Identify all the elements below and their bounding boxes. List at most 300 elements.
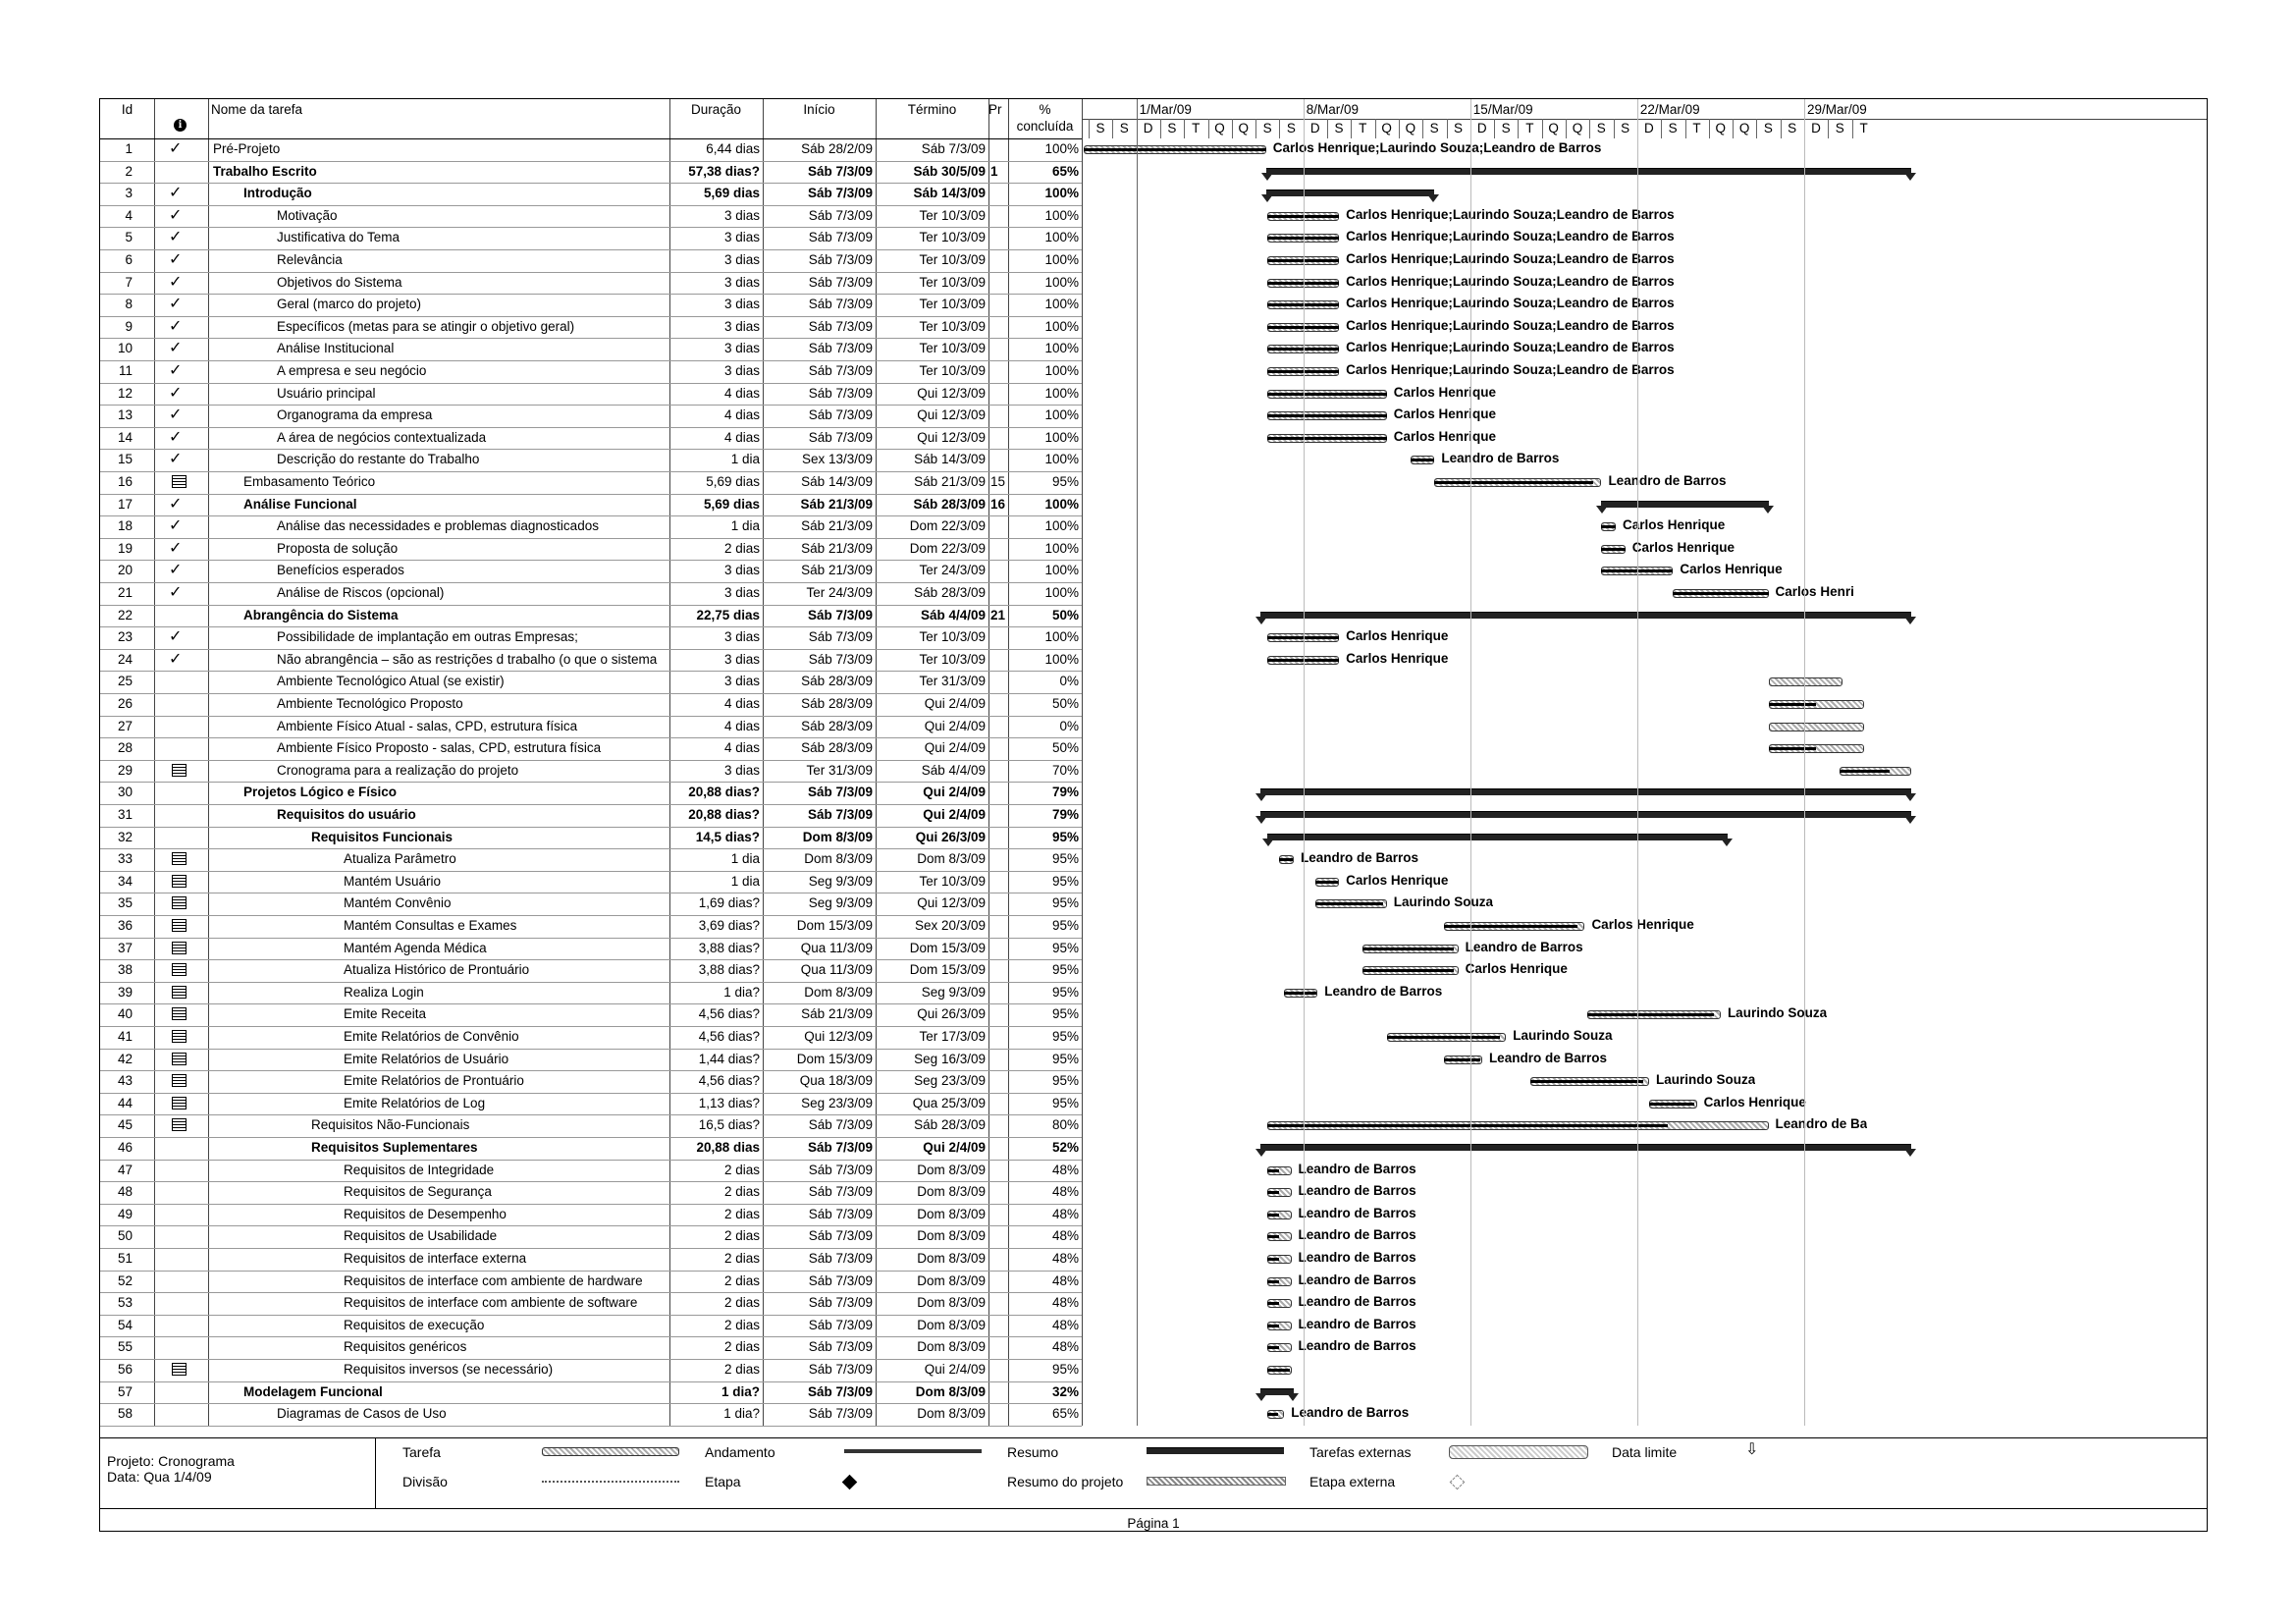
day-divider: [1518, 119, 1519, 138]
resource-label: Carlos Henrique;Laurindo Souza;Leandro de Barros: [1346, 340, 1675, 355]
legend-project-summary-bar: [1147, 1477, 1286, 1486]
task-name[interactable]: Abrangência do Sistema: [243, 607, 399, 623]
task-finish: Qui 26/3/09: [917, 1006, 986, 1022]
summary-bar[interactable]: [1601, 501, 1768, 508]
task-name[interactable]: Emite Receita: [344, 1006, 427, 1022]
task-duration: 1 dia?: [721, 1383, 760, 1399]
resource-label: Leandro de Barros: [1298, 1227, 1416, 1243]
task-start: Sáb 7/3/09: [808, 1251, 873, 1266]
task-name[interactable]: Benefícios esperados: [277, 563, 404, 578]
task-id: 47: [117, 1162, 133, 1177]
task-name[interactable]: Emite Relatórios de Log: [344, 1095, 486, 1110]
task-id: 53: [117, 1295, 133, 1311]
task-duration: 2 dias: [723, 1162, 760, 1177]
task-percent: 100%: [1044, 563, 1079, 578]
check-icon: ✓: [169, 206, 183, 224]
resource-label: Carlos Henrique: [1346, 650, 1449, 666]
week-divider: [1470, 99, 1471, 1426]
task-start: Seg 9/3/09: [808, 873, 873, 889]
task-start: Sáb 7/3/09: [808, 230, 873, 245]
task-duration: 4 dias: [723, 718, 760, 733]
task-duration: 4 dias: [723, 385, 760, 401]
task-name[interactable]: Geral (marco do projeto): [277, 297, 422, 312]
day-letter: D: [1143, 121, 1153, 135]
task-id: 14: [117, 429, 133, 445]
task-finish: Qui 12/3/09: [917, 385, 986, 401]
resource-label: Carlos Henrique: [1631, 539, 1735, 555]
task-name[interactable]: Mantém Consultas e Exames: [344, 918, 517, 933]
task-percent: 79%: [1051, 785, 1079, 800]
day-divider: [1709, 119, 1710, 138]
day-letter: S: [1501, 121, 1511, 135]
task-finish: Dom 8/3/09: [917, 1317, 986, 1332]
progress-bar: [1267, 1369, 1290, 1372]
day-letter: S: [1286, 121, 1296, 135]
check-icon: ✓: [169, 539, 183, 557]
progress-bar: [1267, 414, 1387, 417]
resource-label: Carlos Henrique;Laurindo Souza;Leandro de Barros: [1272, 140, 1602, 155]
task-id: 49: [117, 1206, 133, 1221]
day-divider: [1566, 119, 1567, 138]
task-duration: 20,88 dias?: [688, 807, 760, 822]
week-label: 8/Mar/09: [1306, 102, 1359, 117]
notes-icon: [172, 1363, 187, 1376]
task-name[interactable]: Requisitos genéricos: [344, 1339, 467, 1355]
day-divider: [1447, 119, 1448, 138]
task-name[interactable]: Cronograma para a realização do projeto: [277, 762, 519, 778]
task-finish: Dom 8/3/09: [917, 1295, 986, 1311]
legend-summary-bar: [1147, 1447, 1284, 1454]
task-percent: 95%: [1051, 895, 1079, 911]
task-percent: 100%: [1044, 385, 1079, 401]
notes-icon: [172, 764, 187, 777]
task-id: 21: [117, 585, 133, 600]
progress-bar: [1267, 393, 1387, 396]
task-percent: 48%: [1051, 1295, 1079, 1311]
task-name[interactable]: Análise Institucional: [277, 341, 395, 356]
task-name[interactable]: Usuário principal: [277, 385, 376, 401]
day-divider: [1542, 119, 1543, 138]
task-id: 57: [117, 1383, 133, 1399]
notes-icon: [172, 1030, 187, 1043]
task-finish: Ter 10/3/09: [919, 651, 986, 667]
resource-label: Leandro de Barros: [1324, 983, 1443, 999]
task-duration: 22,75 dias: [696, 607, 760, 623]
task-percent: 95%: [1051, 1362, 1079, 1377]
task-id: 55: [117, 1339, 133, 1355]
task-duration: 4 dias: [723, 407, 760, 423]
project-name: Projeto: Cronograma: [107, 1452, 235, 1469]
header-percent-complete: concluída: [1016, 119, 1074, 134]
task-id: 32: [117, 829, 133, 844]
header-start: Início: [803, 102, 835, 117]
task-finish: Dom 8/3/09: [917, 1184, 986, 1200]
notes-icon: [172, 475, 187, 488]
task-start: Qua 11/3/09: [800, 940, 873, 955]
task-id: 35: [117, 895, 133, 911]
day-letter: S: [1095, 121, 1105, 135]
task-duration: 4 dias: [723, 696, 760, 711]
resource-label: Leandro de Barros: [1291, 1405, 1410, 1421]
task-percent: 100%: [1044, 363, 1079, 378]
task-id: 3: [125, 186, 133, 201]
task-start: Sáb 28/3/09: [801, 718, 873, 733]
day-letter: S: [1262, 121, 1272, 135]
day-divider: [1160, 119, 1161, 138]
task-name[interactable]: Emite Relatórios de Usuário: [344, 1051, 509, 1066]
check-icon: ✓: [169, 406, 183, 424]
task-name[interactable]: Requisitos de Segurança: [344, 1184, 492, 1200]
task-name[interactable]: Ambiente Físico Atual - salas, CPD, estrutura física: [277, 718, 578, 733]
task-id: 23: [117, 629, 133, 645]
task-bar[interactable]: [1769, 723, 1864, 731]
task-name[interactable]: A empresa e seu negócio: [277, 363, 427, 378]
summary-start-marker: [1262, 839, 1274, 846]
task-name[interactable]: Requisitos Funcionais: [311, 829, 454, 844]
task-start: Ter 24/3/09: [806, 585, 873, 600]
legend-external-milestone-label: Etapa externa: [1309, 1473, 1396, 1489]
task-predecessor: 1: [990, 163, 998, 179]
task-name[interactable]: Atualiza Parâmetro: [344, 851, 456, 867]
notes-icon: [172, 919, 187, 932]
task-name[interactable]: Análise de Riscos (opcional): [277, 585, 445, 600]
day-divider: [1852, 119, 1853, 138]
progress-bar: [1279, 858, 1293, 861]
summary-bar[interactable]: [1260, 811, 1911, 818]
resource-label: Carlos Henrique: [1346, 628, 1449, 644]
task-id: 5: [125, 230, 133, 245]
task-duration: 3 dias: [723, 297, 760, 312]
task-name[interactable]: Diagramas de Casos de Uso: [277, 1406, 447, 1422]
task-id: 36: [117, 918, 133, 933]
task-duration: 3,88 dias?: [698, 940, 760, 955]
progress-bar: [1267, 1169, 1279, 1172]
task-name[interactable]: Ambiente Tecnológico Atual (se existir): [277, 674, 505, 689]
task-duration: 2 dias: [723, 540, 760, 556]
task-id: 12: [117, 385, 133, 401]
task-start: Sáb 7/3/09: [808, 252, 873, 267]
task-start: Sáb 7/3/09: [808, 1317, 873, 1332]
task-start: Dom 15/3/09: [796, 918, 873, 933]
task-percent: 100%: [1044, 651, 1079, 667]
task-name[interactable]: Requisitos do usuário: [277, 807, 416, 822]
task-name[interactable]: Modelagem Funcional: [243, 1383, 383, 1399]
task-name[interactable]: Requisitos Suplementares: [311, 1140, 478, 1155]
task-percent: 65%: [1051, 163, 1079, 179]
progress-bar: [1673, 592, 1768, 595]
notes-icon: [172, 1097, 187, 1110]
legend-task-label: Tarefa: [402, 1443, 441, 1460]
day-letter: D: [1644, 121, 1654, 135]
row-divider: [100, 1426, 1082, 1427]
task-name[interactable]: Requisitos de interface com ambiente de software: [344, 1295, 638, 1311]
check-icon: ✓: [169, 229, 183, 246]
task-percent: 100%: [1044, 496, 1079, 512]
resource-label: Leandro de Barros: [1298, 1272, 1416, 1287]
task-name[interactable]: Específicos (metas para se atingir o objetivo geral): [277, 318, 575, 334]
task-duration: 3 dias: [723, 318, 760, 334]
task-duration: 4 dias: [723, 740, 760, 756]
summary-start-marker: [1255, 793, 1267, 801]
task-id: 19: [117, 540, 133, 556]
task-id: 44: [117, 1095, 133, 1110]
task-start: Sáb 21/3/09: [801, 1006, 873, 1022]
check-icon: ✓: [169, 273, 183, 291]
task-finish: Ter 17/3/09: [919, 1029, 986, 1044]
task-percent: 50%: [1051, 740, 1079, 756]
resource-label: Leandro de Barros: [1298, 1250, 1416, 1265]
task-finish: Qui 26/3/09: [915, 829, 986, 844]
task-id: 50: [117, 1228, 133, 1244]
task-finish: Qui 2/4/09: [924, 1362, 986, 1377]
day-letter: Q: [1238, 121, 1250, 135]
summary-end-marker: [1427, 194, 1439, 202]
task-name[interactable]: Projetos Lógico e Físico: [243, 785, 398, 800]
task-id: 33: [117, 851, 133, 867]
day-divider: [1685, 119, 1686, 138]
task-name[interactable]: Mantém Agenda Médica: [344, 940, 487, 955]
task-name[interactable]: Introdução: [243, 186, 312, 201]
task-finish: Sáb 4/4/09: [920, 607, 986, 623]
task-percent: 48%: [1051, 1272, 1079, 1288]
task-duration: 16,5 dias?: [698, 1117, 760, 1133]
summary-start-marker: [1261, 194, 1273, 202]
week-label: 15/Mar/09: [1472, 102, 1533, 117]
task-start: Sáb 7/3/09: [807, 607, 873, 623]
task-start: Qua 18/3/09: [799, 1073, 873, 1089]
task-name[interactable]: Embasamento Teórico: [243, 474, 376, 489]
task-name[interactable]: Descrição do restante do Trabalho: [277, 452, 480, 467]
task-name[interactable]: Justificativa do Tema: [277, 230, 400, 245]
progress-bar: [1769, 747, 1817, 750]
task-start: Sáb 7/3/09: [808, 1228, 873, 1244]
check-icon: ✓: [169, 140, 183, 157]
legend-milestone-label: Etapa: [705, 1473, 741, 1489]
task-name[interactable]: Emite Relatórios de Prontuário: [344, 1073, 524, 1089]
task-finish: Sáb 4/4/09: [921, 762, 986, 778]
progress-bar: [1315, 902, 1383, 905]
legend-deadline-label: Data limite: [1612, 1443, 1678, 1460]
task-start: Sáb 7/3/09: [808, 429, 873, 445]
check-icon: ✓: [169, 362, 183, 379]
task-start: Sáb 7/3/09: [808, 1406, 873, 1422]
legend-task-bar: [542, 1447, 679, 1456]
progress-bar: [1649, 1103, 1694, 1106]
resource-label: Leandro de Barros: [1300, 850, 1418, 866]
task-name[interactable]: Realiza Login: [344, 984, 424, 1000]
task-id: 10: [117, 341, 133, 356]
legend-progress-label: Andamento: [705, 1443, 775, 1460]
task-duration: 2 dias: [723, 1228, 760, 1244]
task-percent: 48%: [1051, 1184, 1079, 1200]
task-name[interactable]: Objetivos do Sistema: [277, 274, 402, 290]
task-duration: 2 dias: [723, 1272, 760, 1288]
resource-label: Leandro de Barros: [1441, 451, 1560, 466]
day-divider: [1327, 119, 1328, 138]
summary-bar[interactable]: [1260, 612, 1911, 619]
task-id: 38: [117, 962, 133, 978]
task-percent: 50%: [1051, 607, 1079, 623]
task-id: 41: [117, 1029, 133, 1044]
task-duration: 1,44 dias?: [698, 1051, 760, 1066]
task-finish: Ter 10/3/09: [919, 363, 986, 378]
task-finish: Sáb 30/5/09: [913, 163, 986, 179]
progress-bar: [1084, 148, 1266, 151]
task-name[interactable]: Ambiente Tecnológico Proposto: [277, 696, 463, 711]
progress-bar: [1769, 703, 1817, 706]
day-letter: Q: [1572, 121, 1583, 135]
summary-bar[interactable]: [1266, 189, 1435, 196]
resource-label: Leandro de Barros: [1465, 939, 1583, 954]
task-duration: 1 dia?: [723, 984, 760, 1000]
task-bar[interactable]: [1769, 677, 1842, 686]
task-name[interactable]: Relevância: [277, 252, 343, 267]
task-name[interactable]: Organograma da empresa: [277, 407, 433, 423]
task-name[interactable]: Análise Funcional: [243, 496, 357, 512]
day-divider: [1733, 119, 1734, 138]
day-letter: S: [1453, 121, 1463, 135]
task-name[interactable]: Mantém Usuário: [344, 873, 442, 889]
task-percent: 95%: [1051, 829, 1079, 844]
check-icon: ✓: [169, 428, 183, 446]
day-divider: [1375, 119, 1376, 138]
task-id: 39: [117, 984, 133, 1000]
task-predecessor: 21: [990, 607, 1006, 623]
task-name[interactable]: Não abrangência – são as restrições d trabalho (o que o sistema: [277, 651, 658, 667]
task-duration: 1 dia: [730, 851, 760, 867]
day-divider: [1351, 119, 1352, 138]
task-start: Sáb 21/3/09: [801, 563, 873, 578]
task-start: Sáb 7/3/09: [808, 1206, 873, 1221]
task-percent: 48%: [1051, 1228, 1079, 1244]
task-name[interactable]: Atualiza Histórico de Prontuário: [344, 962, 530, 978]
task-percent: 100%: [1044, 207, 1079, 223]
task-duration: 4,56 dias?: [698, 1029, 760, 1044]
summary-bar[interactable]: [1260, 1144, 1911, 1151]
legend-split-line: [542, 1481, 679, 1483]
task-name[interactable]: Possibilidade de implantação em outras Empresas;: [277, 629, 578, 645]
task-duration: 1 dia?: [723, 1406, 760, 1422]
task-start: Sáb 28/3/09: [801, 696, 873, 711]
progress-bar: [1284, 992, 1315, 995]
day-letter: S: [1119, 121, 1129, 135]
task-start: Sáb 7/3/09: [808, 1162, 873, 1177]
summary-bar[interactable]: [1267, 834, 1728, 840]
task-start: Sáb 7/3/09: [807, 1140, 873, 1155]
day-divider: [1756, 119, 1757, 138]
resource-label: Carlos Henrique;Laurindo Souza;Leandro de Barros: [1346, 251, 1675, 266]
legend-milestone-diamond: [842, 1475, 858, 1490]
task-start: Sáb 7/3/09: [807, 1383, 873, 1399]
task-id: 42: [117, 1051, 133, 1066]
task-duration: 3 dias: [723, 674, 760, 689]
resource-label: Laurindo Souza: [1727, 1005, 1828, 1021]
task-name[interactable]: Requisitos de Usabilidade: [344, 1228, 498, 1244]
resource-label: Carlos Henri: [1775, 584, 1854, 599]
task-name[interactable]: Ambiente Físico Proposto - salas, CPD, estrutura física: [277, 740, 602, 756]
task-percent: 95%: [1051, 984, 1079, 1000]
task-name[interactable]: Requisitos inversos (se necessário): [344, 1362, 554, 1377]
resource-label: Carlos Henrique: [1393, 406, 1497, 422]
task-name[interactable]: Mantém Convênio: [344, 895, 452, 911]
task-finish: Dom 15/3/09: [909, 962, 986, 978]
progress-bar: [1267, 1280, 1279, 1283]
task-name[interactable]: A área de negócios contextualizada: [277, 429, 487, 445]
task-percent: 48%: [1051, 1317, 1079, 1332]
task-percent: 100%: [1044, 518, 1079, 534]
task-name[interactable]: Pré-Projeto: [213, 141, 281, 156]
day-letter: T: [1859, 121, 1868, 135]
task-percent: 48%: [1051, 1339, 1079, 1355]
task-name[interactable]: Trabalho Escrito: [213, 163, 317, 179]
task-name[interactable]: Requisitos de interface com ambiente de hardware: [344, 1272, 643, 1288]
task-id: 6: [125, 252, 133, 267]
resource-label: Leandro de Barros: [1488, 1050, 1607, 1065]
task-name[interactable]: Análise das necessidades e problemas diagnosticados: [277, 518, 599, 534]
task-name[interactable]: Requisitos de Integridade: [344, 1162, 495, 1177]
task-finish: Ter 10/3/09: [919, 252, 986, 267]
task-percent: 79%: [1051, 807, 1079, 822]
resource-label: Carlos Henrique: [1465, 961, 1568, 977]
task-percent: 100%: [1044, 429, 1079, 445]
task-finish: Seg 16/3/09: [914, 1051, 986, 1066]
task-finish: Ter 10/3/09: [919, 318, 986, 334]
task-duration: 3 dias: [723, 230, 760, 245]
task-percent: 100%: [1044, 274, 1079, 290]
task-name[interactable]: Requisitos de interface externa: [344, 1251, 527, 1266]
task-finish: Sáb 14/3/09: [914, 452, 986, 467]
day-letter: Q: [1214, 121, 1225, 135]
week-divider: [1137, 99, 1138, 1426]
task-finish: Seg 9/3/09: [921, 984, 986, 1000]
task-id: 18: [117, 518, 133, 534]
task-name[interactable]: Requisitos de Desempenho: [344, 1206, 507, 1221]
task-percent: 48%: [1051, 1251, 1079, 1266]
task-percent: 100%: [1044, 452, 1079, 467]
resource-label: Leandro de Ba: [1775, 1116, 1868, 1132]
resource-label: Leandro de Barros: [1298, 1316, 1416, 1331]
task-percent: 95%: [1051, 962, 1079, 978]
task-duration: 5,69 dias: [703, 186, 760, 201]
day-letter: S: [1334, 121, 1344, 135]
check-icon: ✓: [169, 584, 183, 601]
task-name[interactable]: Requisitos de execução: [344, 1317, 485, 1332]
resource-label: Carlos Henrique: [1680, 562, 1783, 577]
task-name[interactable]: Motivação: [277, 207, 338, 223]
task-start: Seg 9/3/09: [808, 895, 873, 911]
task-start: Sáb 7/3/09: [808, 1295, 873, 1311]
task-finish: Sáb 14/3/09: [913, 186, 986, 201]
progress-bar: [1267, 1214, 1279, 1217]
task-name[interactable]: Proposta de solução: [277, 540, 399, 556]
summary-bar[interactable]: [1260, 788, 1911, 795]
summary-bar[interactable]: [1266, 168, 1912, 175]
resource-label: Carlos Henrique;Laurindo Souza;Leandro de Barros: [1346, 317, 1675, 333]
check-icon: ✓: [169, 317, 183, 335]
progress-bar: [1267, 1235, 1279, 1238]
progress-bar: [1530, 1080, 1643, 1083]
resource-label: Carlos Henrique;Laurindo Souza;Leandro de Barros: [1346, 273, 1675, 289]
day-divider: [1255, 119, 1256, 138]
check-icon: ✓: [169, 451, 183, 468]
task-id: 7: [125, 274, 133, 290]
notes-icon: [172, 852, 187, 865]
task-start: Sáb 21/3/09: [800, 496, 873, 512]
task-name[interactable]: Requisitos Não-Funcionais: [311, 1117, 470, 1133]
task-duration: 4 dias: [723, 429, 760, 445]
day-letter: T: [1359, 121, 1367, 135]
task-name[interactable]: Emite Relatórios de Convênio: [344, 1029, 519, 1044]
